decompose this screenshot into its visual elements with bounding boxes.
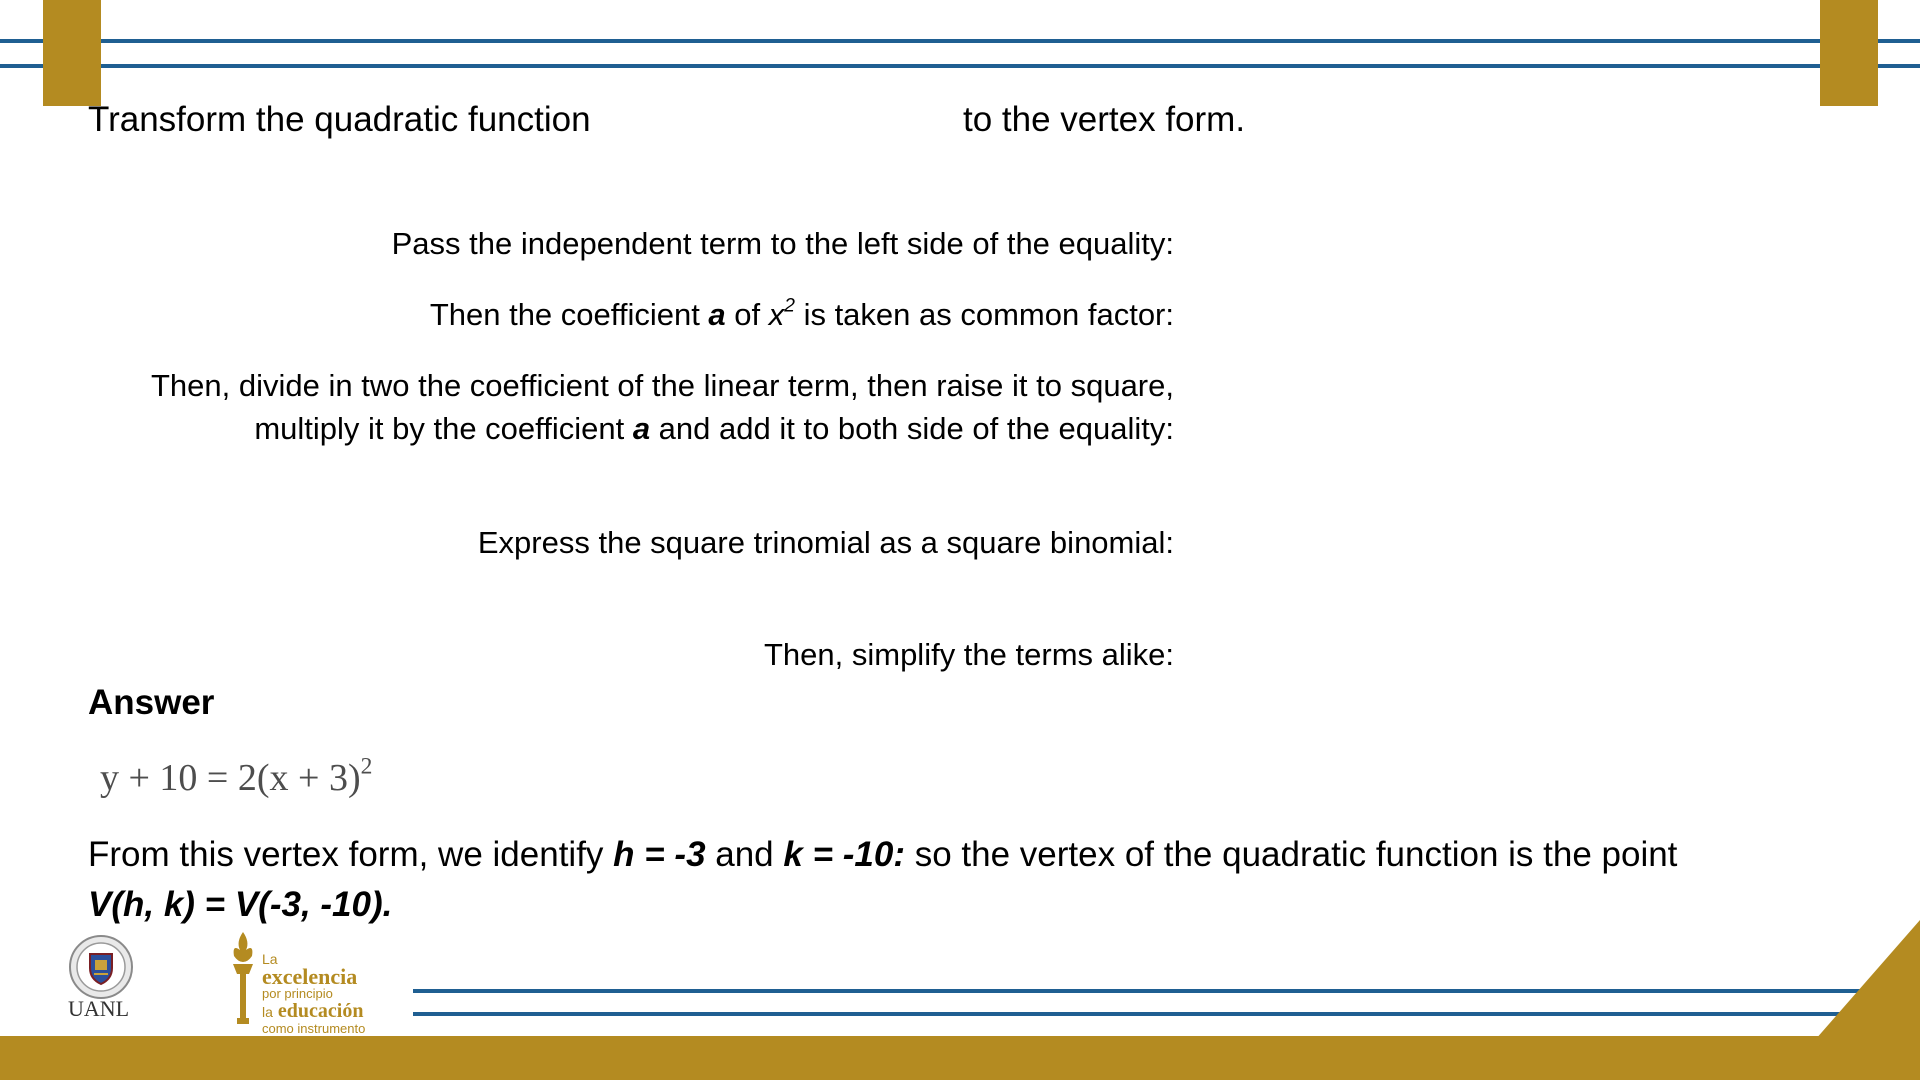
step-2-text: Then the coefficient a of $x^2$ is taken as common factor:	[429, 295, 1174, 332]
bottom-gold-band	[0, 1036, 1920, 1080]
answer-heading: Answer	[88, 683, 215, 722]
torch-icon	[228, 930, 258, 1026]
top-right-gold-tab	[1820, 0, 1878, 106]
step-3-line-1: Then, divide in two the coefficient of the linear term, then raise it to square,	[151, 368, 1174, 403]
step-4-text: Express the square trinomial as a square binomial:	[477, 525, 1174, 560]
step-1-text: Pass the independent term to the left side of the equality:	[391, 226, 1174, 261]
step-5-text: Then, simplify the terms alike:	[763, 637, 1174, 672]
vertex-result: V(h, k) = V(-3, -10).	[88, 885, 393, 924]
problem-title-left: Transform the quadratic function	[88, 100, 591, 139]
bottom-rule-lower	[413, 1012, 1843, 1016]
top-rule-upper	[0, 39, 1920, 43]
bottom-rule-upper	[413, 989, 1863, 993]
university-motto: La excelencia por principio la educación como instrumento	[262, 951, 366, 1036]
answer-equation: $y + 10 = 2(x + 3)^2$	[100, 753, 373, 799]
conclusion-text: From this vertex form, we identify h = -3 and k = -10: so the vertex of the quadratic function is the point V(h, k) = V(-3, -10).	[88, 835, 1678, 924]
bottom-right-gold-corner	[1815, 920, 1920, 1040]
problem-title-right: to the vertex form.	[963, 100, 1246, 139]
step-3-text	[151, 364, 1174, 450]
top-left-gold-tab	[43, 0, 101, 106]
top-rule-lower	[0, 64, 1920, 68]
uanl-seal-icon	[68, 934, 134, 1000]
uanl-label: UANL	[68, 996, 130, 1021]
step-3-line-2: multiply it by the coefficient a and add it to both side of the equality:	[254, 411, 1174, 446]
